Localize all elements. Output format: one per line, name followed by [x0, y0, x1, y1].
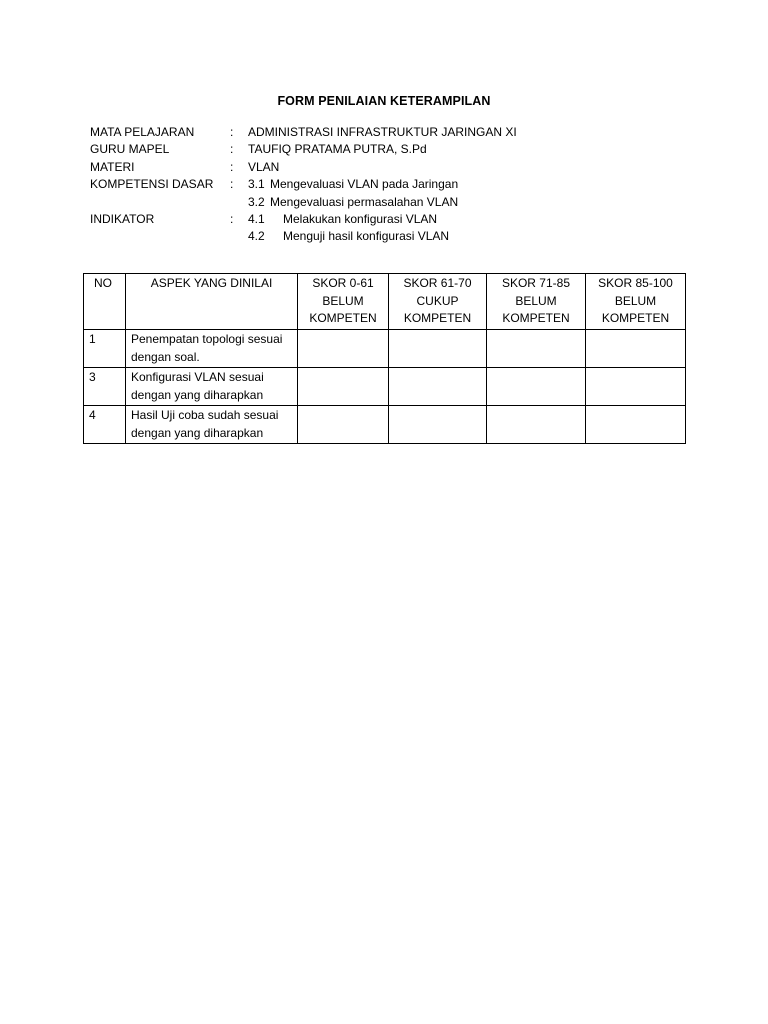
- meta-label: KOMPETENSI DASAR: [90, 177, 214, 192]
- row-aspek: [126, 330, 298, 368]
- indikator-number: 4.2: [248, 229, 265, 244]
- header-line: KOMPETEN: [502, 311, 570, 325]
- kd-text: Mengevaluasi permasalahan VLAN: [270, 194, 459, 209]
- header-skor-71-85: [487, 274, 586, 330]
- aspek-line: Hasil Uji coba sudah sesuai: [131, 408, 279, 422]
- form-title: FORM PENILAIAN KETERAMPILAN: [277, 94, 491, 108]
- header-aspek: ASPEK YANG DINILAI: [126, 274, 298, 330]
- aspek-line: dengan soal.: [131, 349, 200, 364]
- header-line: BELUM: [322, 293, 364, 308]
- assessment-table: [83, 273, 686, 444]
- header-line: KOMPETEN: [601, 311, 670, 325]
- score-cell[interactable]: [389, 406, 487, 444]
- row-aspek: [126, 406, 298, 444]
- aspek-line: dengan yang diharapkan: [131, 387, 264, 402]
- header-skor-61-70: [389, 274, 487, 330]
- score-cell[interactable]: [487, 406, 586, 444]
- aspek-line: dengan yang diharapkan: [131, 425, 264, 440]
- kd-number: 3.2: [248, 194, 265, 209]
- header-line: BELUM: [614, 293, 657, 308]
- header-no: NO: [84, 274, 126, 330]
- score-cell[interactable]: [298, 330, 389, 368]
- meta-colon: :: [230, 211, 234, 226]
- row-no: 4: [84, 406, 126, 444]
- table-row: [84, 368, 686, 406]
- aspek-line: Penempatan topologi sesuai: [131, 332, 283, 346]
- meta-colon: :: [230, 125, 234, 139]
- meta-colon: :: [230, 177, 234, 192]
- aspek-line: Konfigurasi VLAN sesuai: [131, 370, 264, 384]
- kd-text: Mengevaluasi VLAN pada Jaringan: [270, 177, 459, 192]
- table-row: [84, 330, 686, 368]
- score-cell[interactable]: [487, 330, 586, 368]
- header-line: KOMPETEN: [403, 311, 472, 325]
- meta-value: TAUFIQ PRATAMA PUTRA, S.Pd: [248, 142, 427, 157]
- meta-label: GURU MAPEL: [90, 142, 170, 157]
- meta-value: ADMINISTRASI INFRASTRUKTUR JARINGAN XI: [248, 125, 517, 139]
- row-no: 3: [84, 368, 126, 406]
- meta-colon: :: [230, 159, 234, 174]
- score-cell[interactable]: [586, 406, 686, 444]
- header-line: KOMPETEN: [309, 311, 377, 325]
- indikator-text: Menguji hasil konfigurasi VLAN: [283, 229, 450, 244]
- header-line: SKOR 61-70: [403, 276, 472, 290]
- kd-number: 3.1: [248, 177, 265, 192]
- header-line: SKOR 0-61: [312, 276, 374, 290]
- meta-colon: :: [230, 142, 234, 157]
- header-skor-85-100: [586, 274, 686, 330]
- header-skor-0-61: [298, 274, 389, 330]
- meta-value: VLAN: [248, 159, 280, 174]
- indikator-number: 4.1: [248, 211, 265, 226]
- row-aspek: [126, 368, 298, 406]
- header-line: BELUM: [515, 293, 557, 308]
- score-cell[interactable]: [586, 368, 686, 406]
- indikator-text: Melakukan konfigurasi VLAN: [283, 211, 438, 226]
- meta-label: MATERI: [90, 159, 135, 174]
- score-cell[interactable]: [389, 330, 487, 368]
- meta-label: INDIKATOR: [90, 211, 155, 226]
- score-cell[interactable]: [298, 406, 389, 444]
- table-header-row: [84, 274, 686, 330]
- score-cell[interactable]: [586, 330, 686, 368]
- score-cell[interactable]: [487, 368, 586, 406]
- row-no: 1: [84, 330, 126, 368]
- meta-label: MATA PELAJARAN: [90, 125, 195, 139]
- header-line: SKOR 71-85: [501, 276, 571, 290]
- header-line: SKOR 85-100: [598, 276, 673, 290]
- header-line: CUKUP: [416, 293, 459, 308]
- score-cell[interactable]: [298, 368, 389, 406]
- score-cell[interactable]: [389, 368, 487, 406]
- table-row: [84, 406, 686, 444]
